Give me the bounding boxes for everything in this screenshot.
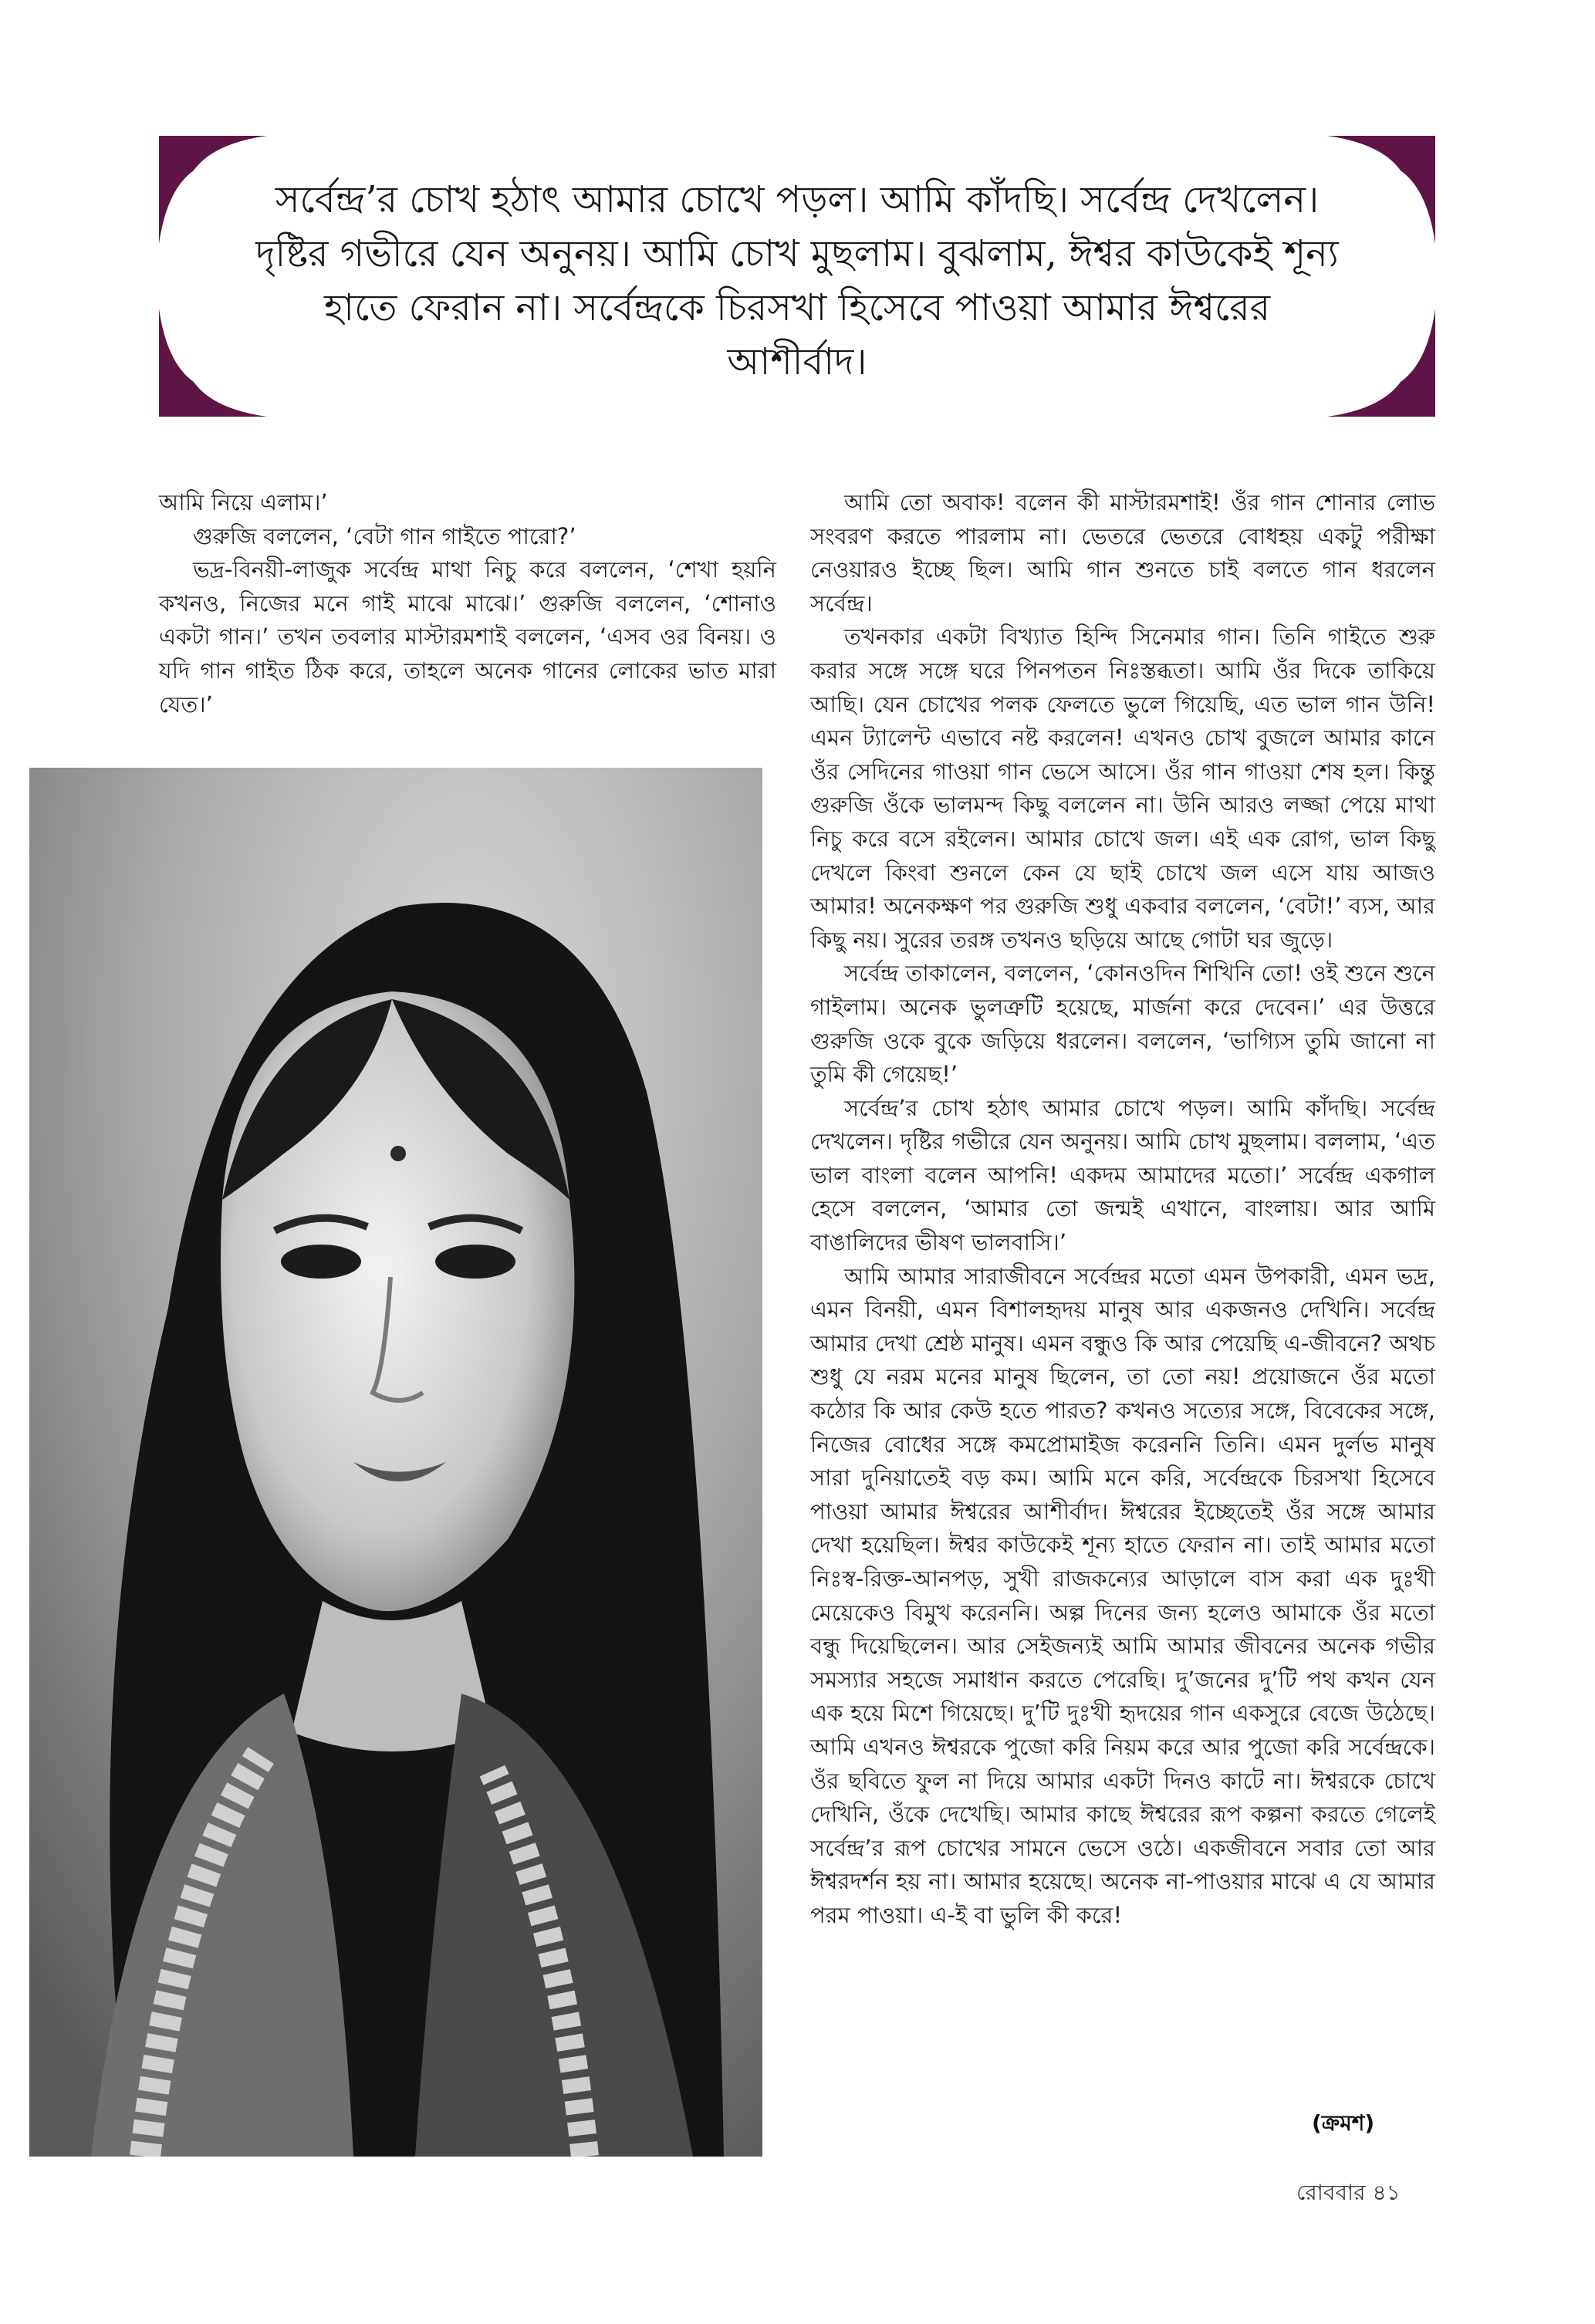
ornament-corner-top-left	[159, 136, 267, 244]
paragraph: গুরুজি বললেন, ‘বেটা গান গাইতে পারো?’	[193, 522, 576, 549]
paragraph: সর্বেন্দ্র’র চোখ হঠাৎ আমার চোখে পড়ল। আমি কাঁদছি। সর্বেন্দ্র দেখলেন। দৃষ্টির গভীরে যেন অনুনয়। আমি চোখ মুছলাম। বললাম, ‘এত ভাল বাংলা বলেন আপনি! একদম আমাদের মতো।’ সর্বেন্দ্র একগাল হেসে বললেন, ‘আমার তো জন্মই এখানে, বাংলায়। আর আমি বাঙালিদের ভীষণ ভালবাসি।’	[810, 1094, 1435, 1256]
page-footer: রোববার ৪১	[1296, 2180, 1401, 2205]
ornament-corner-top-right	[1327, 136, 1435, 244]
continued-label: (ক্রমশ)	[1312, 2110, 1375, 2136]
portrait-illustration	[29, 768, 762, 2157]
right-text-column	[810, 486, 1435, 1933]
portrait-photo	[29, 768, 762, 2157]
pull-quote-text: সর্বেন্দ্র’র চোখ হঠাৎ আমার চোখে পড়ল। আমি কাঁদছি। সর্বেন্দ্র দেখলেন। দৃষ্টির গভীরে যেন অনুনয়। আমি চোখ মুছলাম। বুঝলাম, ঈশ্বর কাউকেই শূন্য হাতে ফেরান না। সর্বেন্দ্রকে চিরসখা হিসেবে পাওয়া আমার ঈশ্বরের আশীর্বাদ।	[255, 178, 1339, 383]
pull-quote	[159, 136, 1435, 417]
paragraph: আমি আমার সারাজীবনে সর্বেন্দ্রর মতো এমন উপকারী, এমন ভদ্র, এমন বিনয়ী, এমন বিশালহৃদয় মানুষ আর একজনও দেখিনি। সর্বেন্দ্র আমার দেখা শ্রেষ্ঠ মানুষ। এমন বন্ধুও কি আর পেয়েছি এ-জীবনে? অথচ শুধু যে নরম মনের মানুষ ছিলেন, তা তো নয়! প্রয়োজনে ওঁর মতো কঠোর কি আর কেউ হতে পারত? কখনও সত্যের সঙ্গে, বিবেকের সঙ্গে, নিজের বোধের সঙ্গে কমপ্রোমাইজ করেননি তিনি। এমন দুর্লভ মানুষ সারা দুনিয়াতেই বড় কম। আমি মনে করি, সর্বেন্দ্রকে চিরসখা হিসেবে পাওয়া আমার ঈশ্বরের আশীর্বাদ। ঈশ্বরের ইচ্ছেতেই ওঁর সঙ্গে আমার দেখা হয়েছিল। ঈশ্বর কাউকেই শূন্য হাতে ফেরান না। তাই আমার মতো নিঃস্ব-রিক্ত-আনপড়, সুখী রাজকন্যের আড়ালে বাস করা এক দুঃখী মেয়েকেও বিমুখ করেননি। অল্প দিনের জন্য হলেও আমাকে ওঁর মতো বন্ধু দিয়েছিলেন। আর সেইজন্যই আমি আমার জীবনের অনেক গভীর সমস্যার সহজে সমাধান করতে পেরেছি। দু’জনের দু’টি পথ কখন যেন এক হয়ে মিশে গিয়েছে। দু’টি দুঃখী হৃদয়ের গান একসুরে বেজে উঠেছে। আমি এখনও ঈশ্বরকে পুজো করি নিয়ম করে আর পুজো করি সর্বেন্দ্রকে। ওঁর ছবিতে ফুল না দিয়ে আমার একটা দিনও কাটে না। ঈশ্বরকে চোখে দেখিনি, ওঁকে দেখেছি। আমার কাছে ঈশ্বরের রূপ কল্পনা করতে গেলেই সর্বেন্দ্র’র রূপ চোখের সামনে ভেসে ওঠে। একজীবনে সবার তো আর ঈশ্বরদর্শন হয় না। আমার হয়েছে। অনেক না-পাওয়ার মাঝে এ যে আমার পরম পাওয়া। এ-ই বা ভুলি কী করে!	[810, 1262, 1435, 1928]
paragraph: আমি তো অবাক! বলেন কী মাস্টারমশাই! ওঁর গান শোনার লোভ সংবরণ করতে পারলাম না। ভেতরে ভেতরে বোধহয় একটু পরীক্ষা নেওয়ারও ইচ্ছে ছিল। আমি গান শুনতে চাই বলতে গান ধরলেন সর্বেন্দ্র।	[810, 489, 1435, 616]
paragraph: তখনকার একটা বিখ্যাত হিন্দি সিনেমার গান। তিনি গাইতে শুরু করার সঙ্গে সঙ্গে ঘরে পিনপতন নিঃস্তব্ধতা। আমি ওঁর দিকে তাকিয়ে আছি। যেন চোখের পলক ফেলতে ভুলে গিয়েছি, এত ভাল গান উনি! এমন ট্যালেন্ট এভাবে নষ্ট করলেন! এখনও চোখ বুজলে আমার কানে ওঁর সেদিনের গাওয়া গান ভেসে আসে। ওঁর গান গাওয়া শেষ হল। কিন্তু গুরুজি ওঁকে ভালমন্দ কিছু বললেন না। উনি আরও লজ্জা পেয়ে মাথা নিচু করে বসে রইলেন। আমার চোখে জল। এই এক রোগ, ভাল কিছু দেখলে কিংবা শুনলে কেন যে ছাই চোখে জল এসে যায় আজও আমার! অনেকক্ষণ পর গুরুজি শুধু একবার বললেন, ‘বেটা!’ ব্যস, আর কিছু নয়। সুরের তরঙ্গ তখনও ছড়িয়ে আছে গোটা ঘর জুড়ে।	[810, 623, 1435, 953]
left-text-column	[159, 486, 776, 721]
ornament-corner-bottom-right	[1327, 309, 1435, 417]
paragraph: আমি নিয়ে এলাম।’	[159, 489, 328, 515]
paragraph: ভদ্র-বিনয়ী-লাজুক সর্বেন্দ্র মাথা নিচু করে বললেন, ‘শেখা হয়নি কখনও, নিজের মনে গাই মাঝে মাঝে।’ গুরুজি বললেন, ‘শোনাও একটা গান।’ তখন তবলার মাস্টারমশাই বললেন, ‘এসব ওর বিনয়। ও যদি গান গাইত ঠিক করে, তাহলে অনেক গানের লোকের ভাত মারা যেত।’	[159, 556, 776, 718]
ornament-corner-bottom-left	[159, 309, 267, 417]
paragraph: সর্বেন্দ্র তাকালেন, বললেন, ‘কোনওদিন শিখিনি তো! ওই শুনে শুনে গাইলাম। অনেক ভুলত্রুটি হয়েছে, মার্জনা করে দেবেন।’ এর উত্তরে গুরুজি ওকে বুকে জড়িয়ে ধরলেন। বললেন, ‘ভাগ্যিস তুমি জানো না তুমি কী গেয়েছ!’	[810, 960, 1435, 1088]
